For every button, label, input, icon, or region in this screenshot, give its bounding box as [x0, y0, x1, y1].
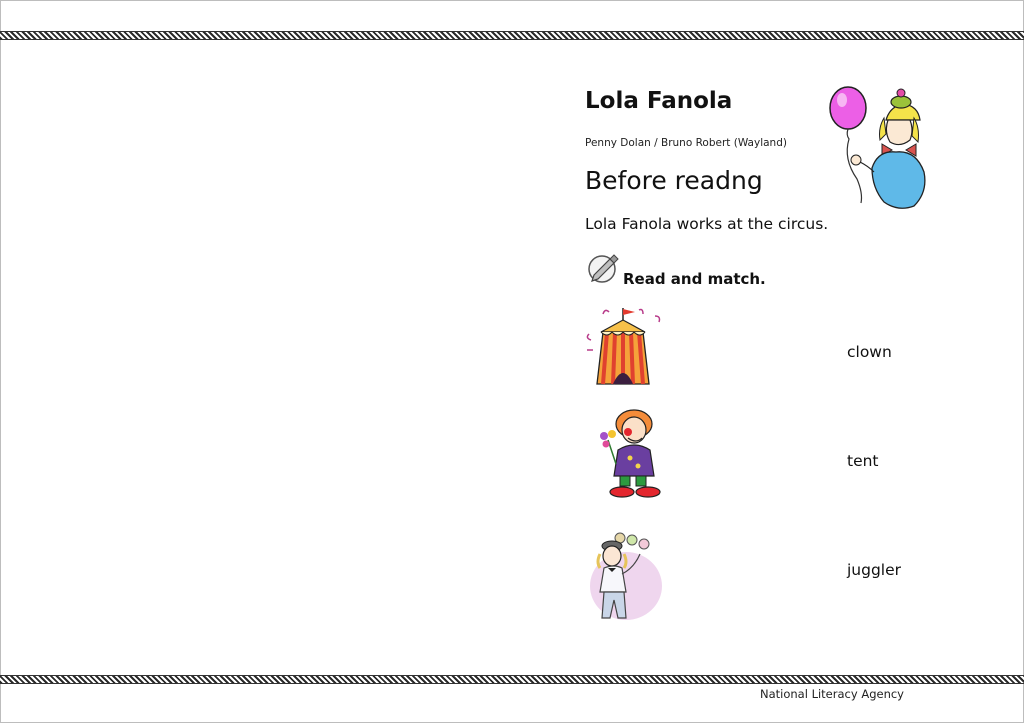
- word-tent: tent: [847, 452, 879, 470]
- word-juggler: juggler: [847, 561, 902, 579]
- clown-with-flowers-illustration: [594, 406, 666, 500]
- bottom-border: [0, 675, 1024, 684]
- clown-with-balloon-illustration: [826, 84, 930, 210]
- instruction-text: Read and match.: [623, 270, 766, 288]
- juggler-illustration: [586, 530, 666, 626]
- word-clown: clown: [847, 343, 892, 361]
- section-heading: Before readng: [585, 166, 763, 195]
- document-title: Lola Fanola: [585, 88, 733, 114]
- intro-sentence: Lola Fanola works at the circus.: [585, 215, 829, 233]
- author-credits: Penny Dolan / Bruno Robert (Wayland): [585, 137, 787, 149]
- circus-tent-illustration: [583, 304, 667, 388]
- pencil-icon: [584, 250, 624, 284]
- footer-publisher: National Literacy Agency: [760, 687, 904, 701]
- top-border: [0, 31, 1024, 40]
